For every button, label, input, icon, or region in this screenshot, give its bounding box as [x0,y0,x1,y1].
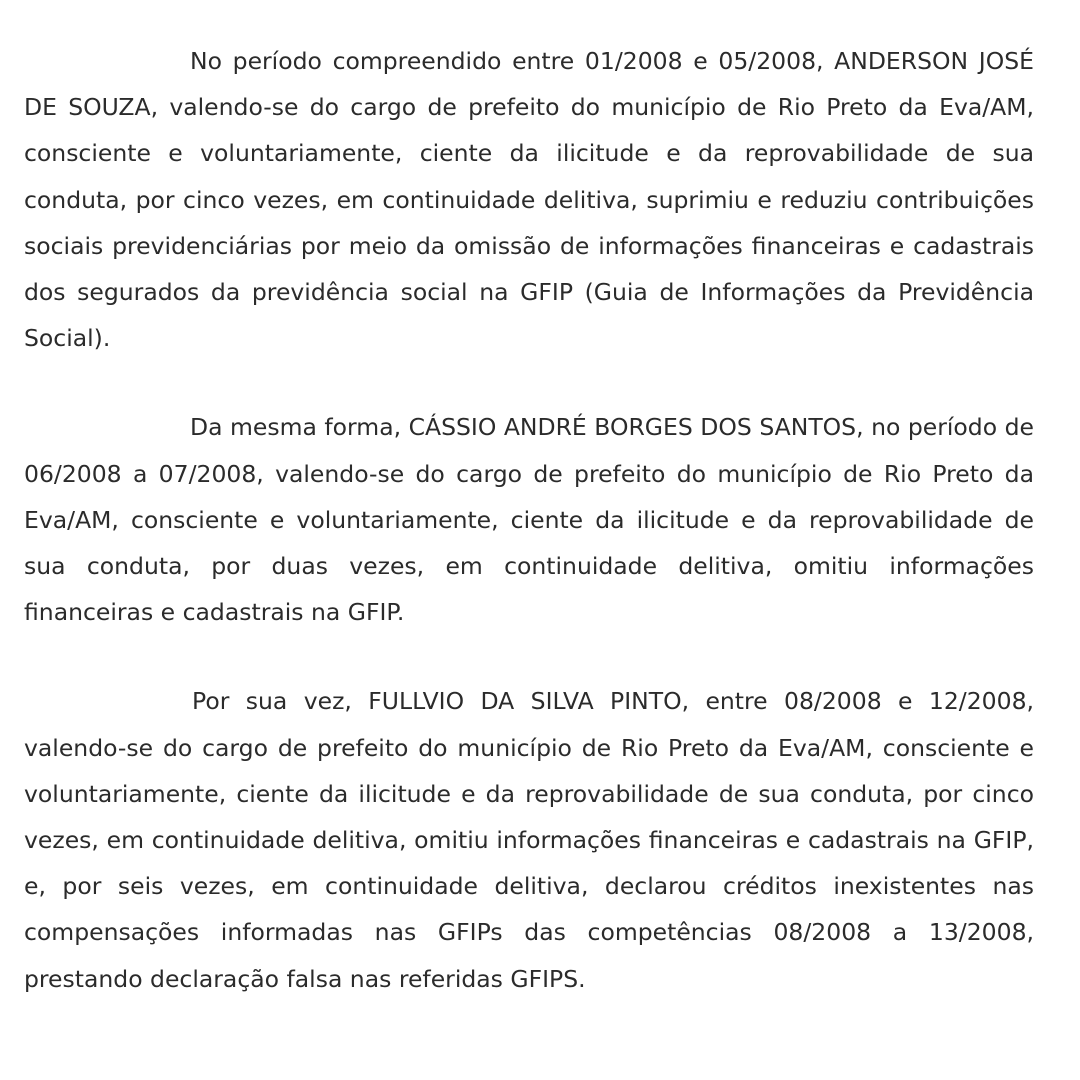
paragraph-anderson: No período compreendido entre 01/2008 e 05/2008, ANDERSON JOSÉ DE SOUZA, valendo-se do cargo de prefeito do município de Rio Preto da Eva/AM, consciente e voluntariamente, ciente da ilicitude e da reprovabilidade de sua conduta, por cinco vezes, em continuidade delitiva, suprimiu e reduziu contribuições sociais previdenciárias por meio da omissão de informações financeiras e cadastrais dos segurados da previdência social na GFIP (Guia de Informações da Previdência Social). [24,47,1034,353]
paragraph-fullvio: Por sua vez, FULLVIO DA SILVA PINTO, entre 08/2008 e 12/2008, valendo-se do cargo de prefeito do município de Rio Preto da Eva/AM, consciente e voluntariamente, ciente da ilicitude e da reprovabilidade de sua conduta, por cinco vezes, em continuidade delitiva, omitiu informações financeiras e cadastrais na GFIP, e, por seis vezes, em continuidade delitiva, declarou créditos inexistentes nas compensações informadas nas GFIPs das competências 08/2008 a 13/2008, prestando declaração falsa nas referidas GFIPS. [24,687,1034,993]
document-page [24,38,1034,1002]
paragraph-cassio: Da mesma forma, CÁSSIO ANDRÉ BORGES DOS SANTOS, no período de 06/2008 a 07/2008, valendo-se do cargo de prefeito do município de Rio Preto da Eva/AM, consciente e voluntariamente, ciente da ilicitude e da reprovabilidade de sua conduta, por duas vezes, em continuidade delitiva, omitiu informações financeiras e cadastrais na GFIP. [24,413,1034,627]
